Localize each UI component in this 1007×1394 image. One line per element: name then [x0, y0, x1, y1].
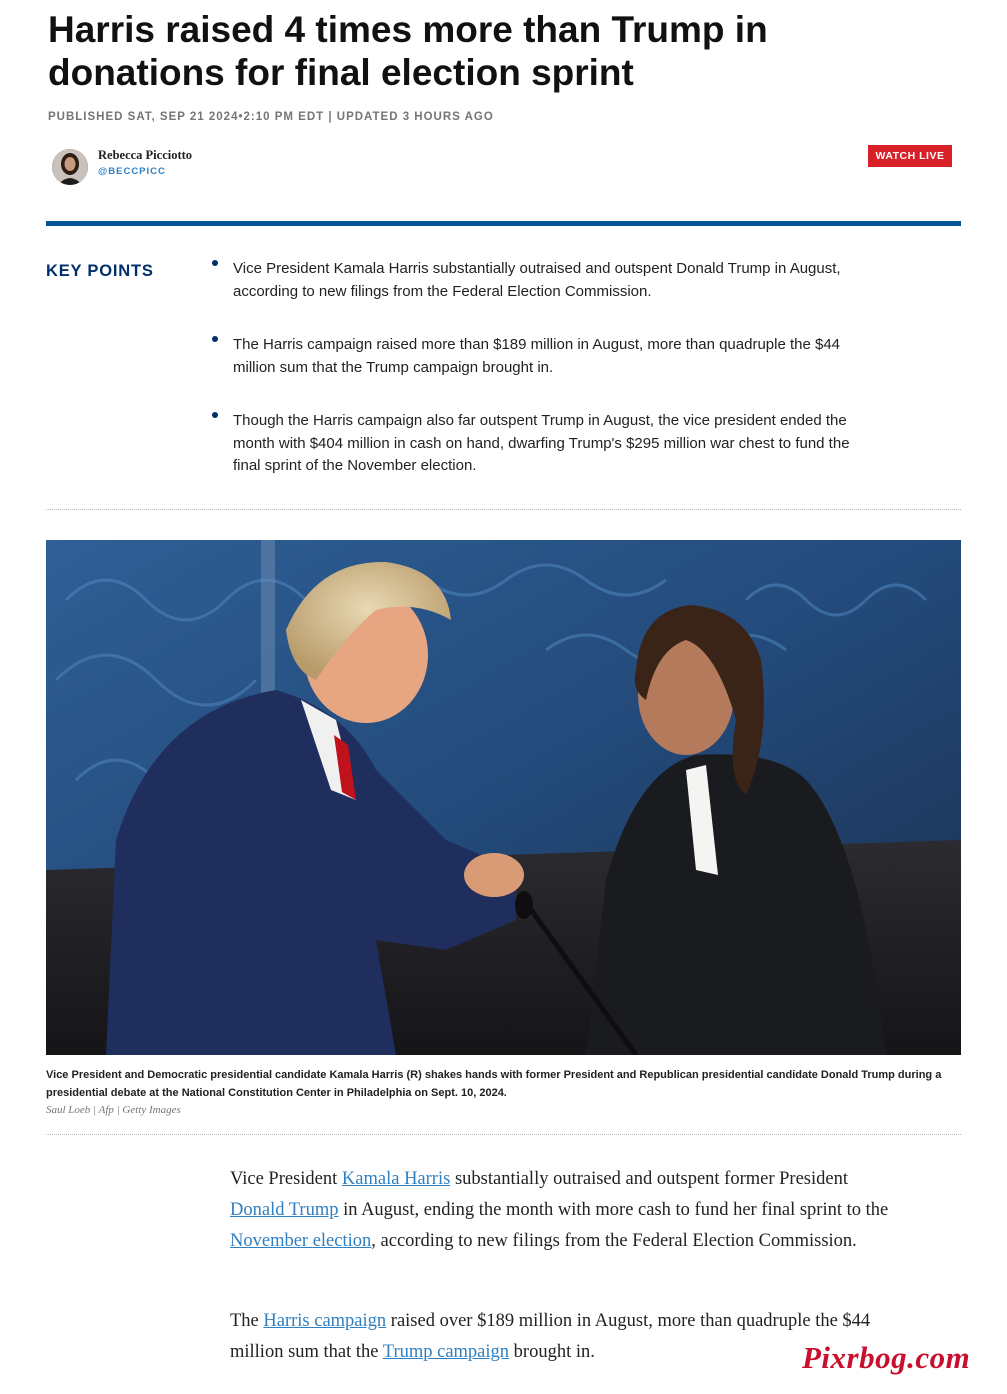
- november-election-link[interactable]: November election: [230, 1231, 372, 1251]
- paragraph-text: substantially outraised and outspent former President: [450, 1169, 848, 1189]
- harris-campaign-link[interactable]: Harris campaign: [263, 1311, 387, 1331]
- paragraph-text: , according to new filings from the Federal Election Commission.: [371, 1231, 857, 1251]
- photo-caption: Vice President and Democratic presidential candidate Kamala Harris (R) shakes hands with former President and Republican presidential candidate Donald Trump during a presidential debate at the National Constitution Center in Philadelphia on Sept. 10, 2024.: [46, 1069, 942, 1099]
- bullet-icon: [212, 336, 218, 342]
- key-point-item: [212, 410, 873, 478]
- watermark-logo: Pixrbog.com: [802, 1340, 971, 1375]
- debate-handshake-photo-icon: [46, 540, 961, 1055]
- author-handle[interactable]: @BECCPICC: [98, 166, 166, 177]
- author-avatar[interactable]: [52, 149, 88, 185]
- photo-credit: Saul Loeb | Afp | Getty Images: [46, 1104, 181, 1116]
- watch-live-button[interactable]: WATCH LIVE: [868, 145, 952, 167]
- key-point-text: The Harris campaign raised more than $189 million in August, more than quadruple the $44 million sum that the Trump campaign brought in.: [233, 336, 841, 376]
- key-point-text: Vice President Kamala Harris substantially outraised and outspent Donald Trump in August, according to new filings from the Federal Election Commission.: [233, 260, 841, 300]
- paragraph-text: Vice President: [230, 1169, 342, 1189]
- article-photo[interactable]: [46, 540, 961, 1055]
- paragraph-text: in August, ending the month with more cash to fund her final sprint to the: [338, 1200, 889, 1220]
- paragraph-text: The: [230, 1311, 264, 1331]
- article-headline: Harris raised 4 times more than Trump in donations for final election sprint: [48, 9, 768, 93]
- key-points-label: KEY POINTS: [46, 262, 154, 280]
- published-timestamp: PUBLISHED SAT, SEP 21 2024•2:10 PM EDT | UPDATED 3 HOURS AGO: [48, 111, 494, 123]
- kamala-harris-link[interactable]: Kamala Harris: [341, 1169, 451, 1189]
- bullet-icon: [212, 412, 218, 418]
- bullet-icon: [212, 260, 218, 266]
- author-photo-icon: [52, 149, 88, 185]
- donald-trump-link[interactable]: Donald Trump: [230, 1200, 339, 1220]
- paragraph-text: brought in.: [509, 1342, 595, 1362]
- photo-divider: [46, 1134, 961, 1135]
- key-point-text: Though the Harris campaign also far outspent Trump in August, the vice president ended the month with $404 million in cash on hand, dwarfing Trump's $295 million war chest to fund the final sprint of the November election.: [233, 412, 850, 474]
- author-name[interactable]: Rebecca Picciotto: [98, 148, 193, 162]
- header-divider: [46, 221, 961, 226]
- article-paragraph-2: [230, 1306, 890, 1368]
- paragraph-text: raised over $189 million in August, more than quadruple the $44 million sum that the: [230, 1311, 871, 1362]
- trump-campaign-link[interactable]: Trump campaign: [382, 1342, 510, 1362]
- article-paragraph-1: [230, 1164, 890, 1257]
- key-point-item: [212, 258, 873, 303]
- key-point-item: [212, 334, 873, 379]
- key-points-divider: [46, 509, 961, 510]
